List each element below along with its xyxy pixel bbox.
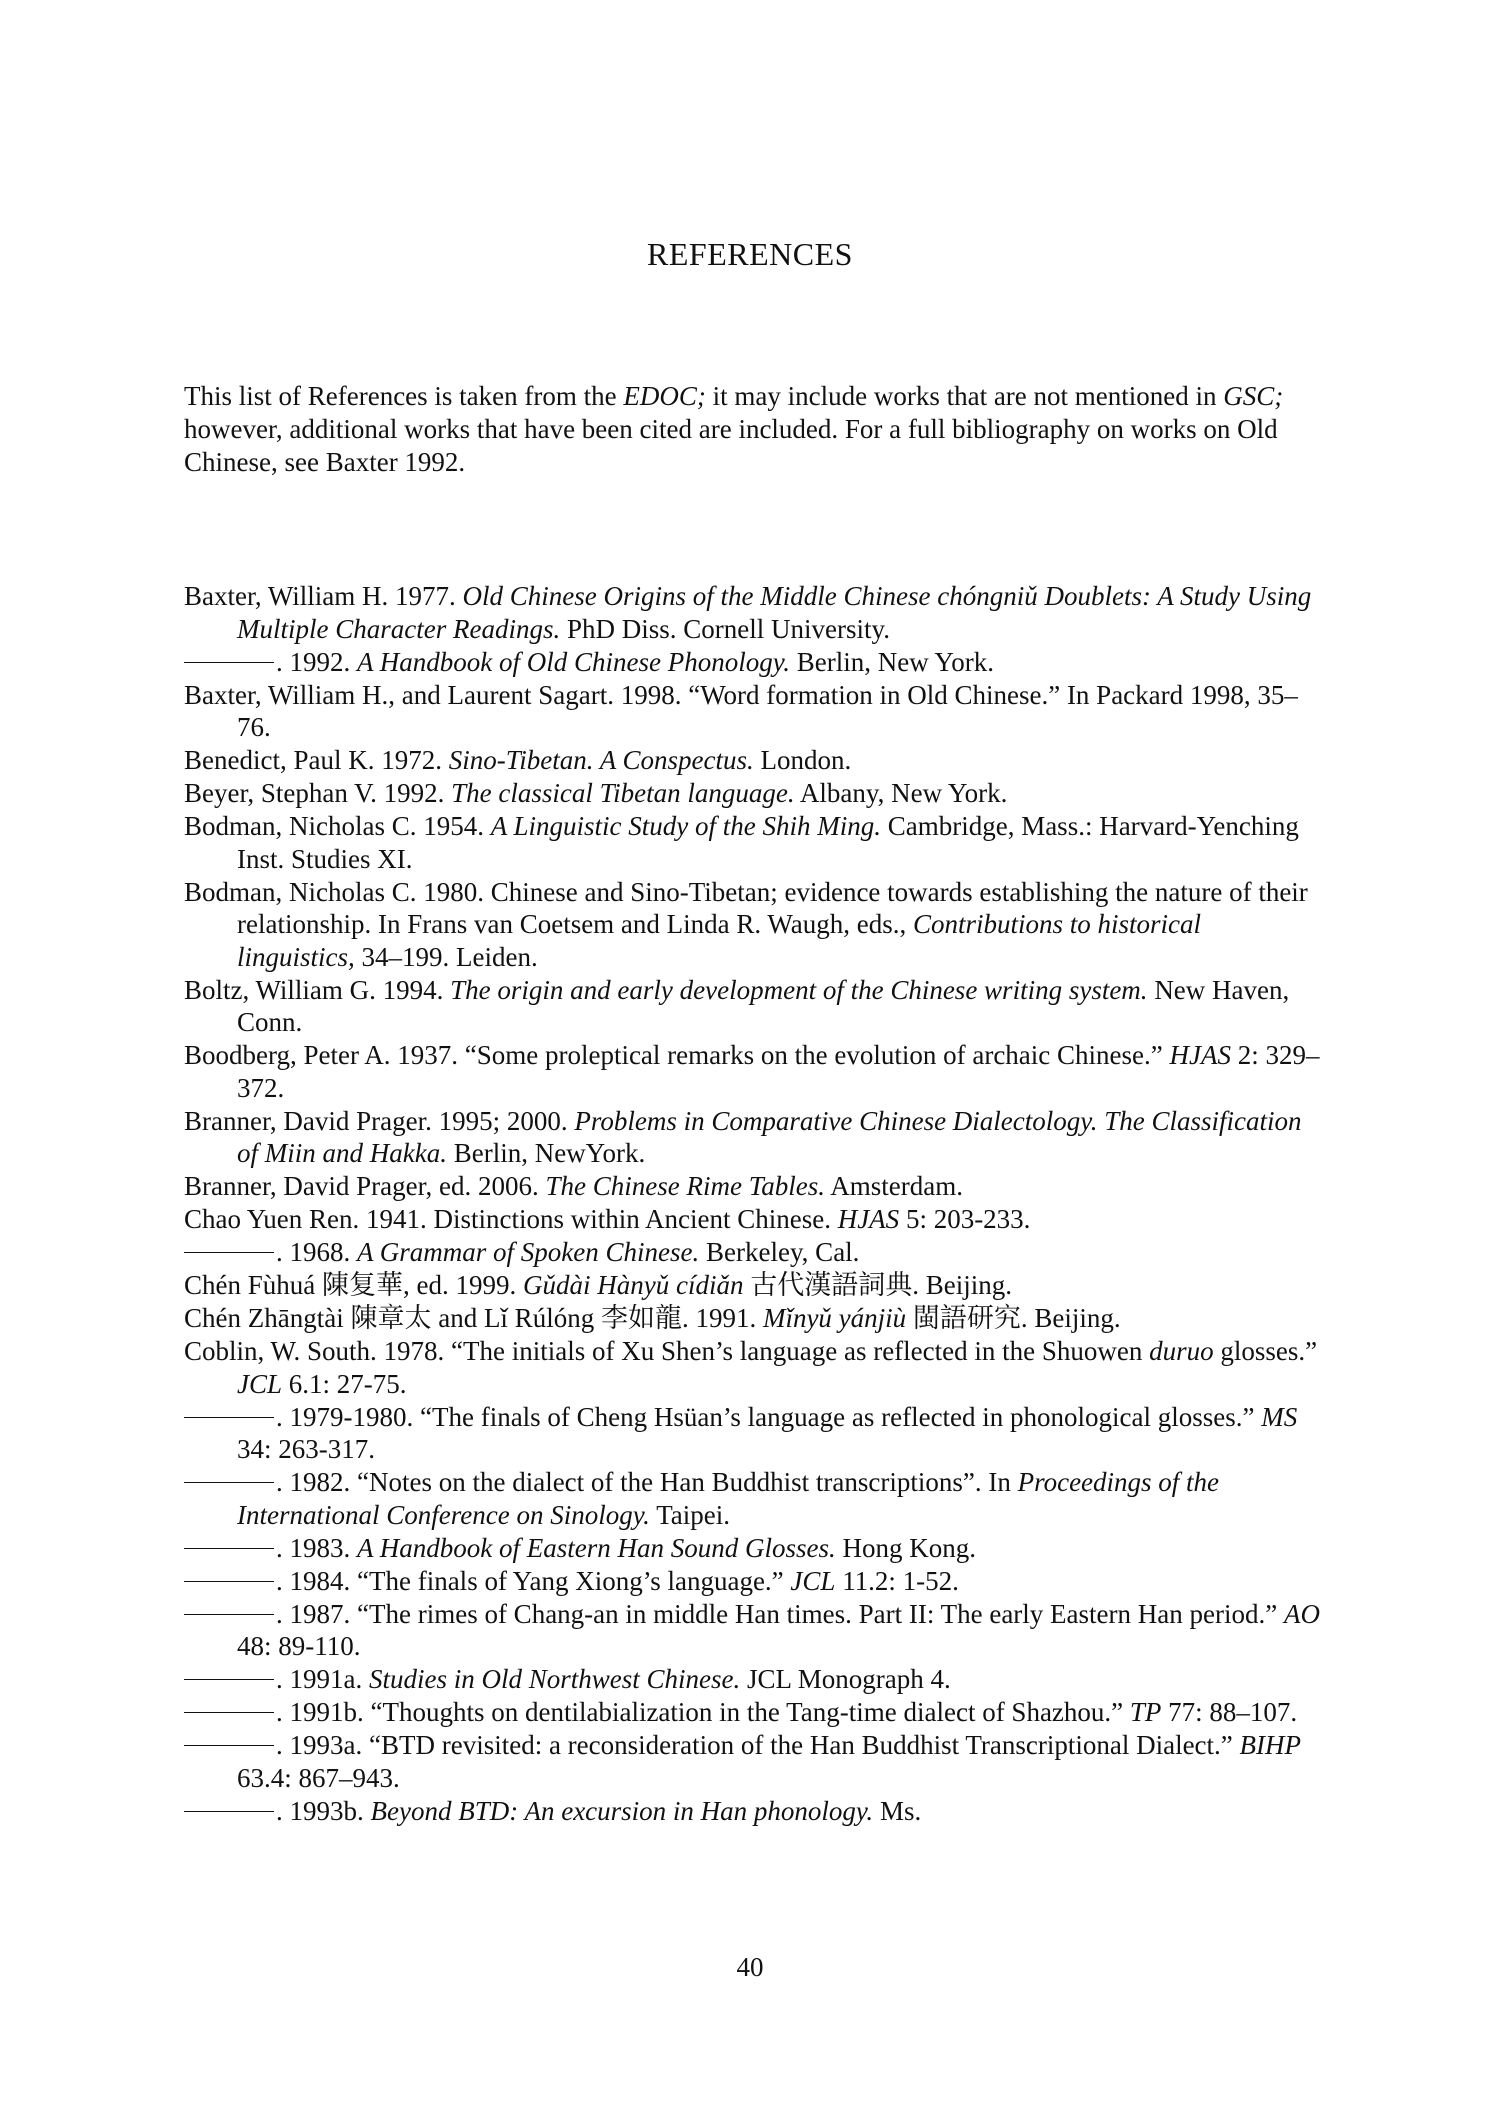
reference-text: Cambridge, Mass.: Harvard-Yenching Inst. Studies XI. bbox=[237, 811, 1299, 874]
reference-text: 34: 263-317. bbox=[237, 1434, 375, 1464]
reference-text: London. bbox=[753, 745, 852, 775]
reference-entry bbox=[184, 1696, 1324, 1729]
reference-text: Benedict, Paul K. 1972. bbox=[184, 745, 449, 775]
reference-text: Chao Yuen Ren. 1941. Distinctions within Ancient Chinese. bbox=[184, 1204, 838, 1234]
page-title: REFERENCES bbox=[647, 236, 853, 272]
repeated-author-dash bbox=[184, 1811, 274, 1812]
reference-title: Gǔdài Hànyǔ cídiǎn bbox=[522, 1270, 744, 1300]
reference-entry bbox=[184, 1105, 1324, 1170]
reference-text: Baxter, William H. 1977. bbox=[184, 581, 463, 611]
reference-title: A Handbook of Old Chinese Phonology. bbox=[357, 646, 790, 677]
reference-text: JCL Monograph 4. bbox=[740, 1664, 951, 1694]
reference-title: A Handbook of Eastern Han Sound Glosses. bbox=[357, 1532, 836, 1563]
reference-title: The origin and early development of the Chinese writing system. bbox=[450, 974, 1148, 1005]
reference-text: 48: 89-110. bbox=[237, 1631, 361, 1661]
reference-title: Contributions to historical linguistics, bbox=[237, 909, 1202, 972]
reference-text: . 1979-1980. “The finals of Cheng Hsüan’s language as reflected in phonological glosses.” bbox=[276, 1401, 1262, 1432]
reference-entry bbox=[184, 974, 1324, 1039]
repeated-author-dash bbox=[184, 662, 274, 663]
reference-entry bbox=[184, 1236, 1324, 1269]
reference-text: . 1983. bbox=[276, 1532, 357, 1563]
reference-entry bbox=[184, 679, 1324, 744]
reference-text: . 1992. bbox=[276, 646, 357, 677]
reference-text: . 1991b. “Thoughts on dentilabialization in the Tang-time dialect of Shazhou.” bbox=[276, 1697, 1130, 1727]
reference-text: 2: 329–372. bbox=[237, 1040, 1320, 1103]
reference-title: AO bbox=[1283, 1598, 1320, 1629]
reference-entry bbox=[184, 744, 1324, 777]
repeated-author-dash bbox=[184, 1482, 274, 1483]
reference-text: Bodman, Nicholas C. 1954. bbox=[184, 811, 491, 841]
reference-entry bbox=[184, 1170, 1324, 1203]
intro-edoc: EDOC; bbox=[623, 381, 706, 411]
reference-text: Bodman, Nicholas C. 1980. Chinese and Sino-Tibetan; evidence towards establishing the nature of their relationship. In Frans van Coetsem and Linda R. Waugh, eds., bbox=[184, 876, 1308, 939]
reference-title: MS bbox=[1261, 1401, 1298, 1432]
reference-title: Problems in Comparative Chinese Dialectology. The Classification of Miin and Hakka. bbox=[237, 1105, 1302, 1168]
reference-title: HJAS bbox=[1169, 1040, 1231, 1070]
reference-entry bbox=[184, 1729, 1324, 1794]
reference-list bbox=[184, 580, 1324, 1828]
reference-entry bbox=[184, 1795, 1324, 1828]
reference-text: 63.4: 867–943. bbox=[237, 1762, 400, 1793]
intro-text: This list of References is taken from the bbox=[184, 381, 624, 411]
reference-title: Studies in Old Northwest Chinese. bbox=[368, 1664, 741, 1694]
intro-text: however, additional works that have been cited are included. For a full bibliography on works on Old Chinese, see Baxter 1992. bbox=[184, 414, 1278, 477]
reference-entry bbox=[184, 1532, 1324, 1565]
reference-text: Boltz, William G. 1994. bbox=[184, 974, 451, 1005]
reference-title: HJAS bbox=[837, 1204, 900, 1234]
reference-entry bbox=[184, 1598, 1324, 1663]
reference-entry bbox=[184, 876, 1324, 974]
reference-entry bbox=[184, 1335, 1324, 1400]
reference-text: Amsterdam. bbox=[824, 1171, 963, 1201]
reference-text: Baxter, William H., and Laurent Sagart. 1998. “Word formation in Old Chinese.” In Packard 1998, 35–76. bbox=[184, 679, 1298, 742]
repeated-author-dash bbox=[184, 1745, 274, 1746]
reference-text: 5: 203-233. bbox=[899, 1204, 1031, 1234]
page-number: 40 bbox=[736, 1952, 764, 1982]
reference-title: JCL bbox=[237, 1368, 283, 1399]
reference-entry bbox=[184, 1565, 1324, 1598]
repeated-author-dash bbox=[184, 1712, 274, 1713]
reference-text: Albany, New York. bbox=[794, 778, 1008, 808]
reference-text: Chén Zhāngtài 陳章太 and Lǐ Rúlóng 李如龍. 1991. bbox=[184, 1303, 763, 1333]
reference-entry bbox=[184, 810, 1324, 875]
intro-paragraph bbox=[184, 380, 1324, 479]
intro-gsc: GSC; bbox=[1223, 381, 1284, 411]
reference-text: New Haven, Conn. bbox=[237, 974, 1290, 1037]
reference-text: Coblin, W. South. 1978. “The initials of Xu Shen’s language as reflected in the Shuowen bbox=[184, 1336, 1150, 1366]
repeated-author-dash bbox=[184, 1581, 274, 1582]
reference-text: 閩語研究. Beijing. bbox=[906, 1303, 1121, 1333]
reference-entry bbox=[184, 1663, 1324, 1696]
reference-text: Ms. bbox=[873, 1795, 922, 1826]
reference-entry bbox=[184, 1302, 1324, 1335]
reference-entry bbox=[184, 646, 1324, 679]
reference-title: A Grammar of Spoken Chinese. bbox=[357, 1237, 700, 1267]
reference-entry bbox=[184, 1039, 1324, 1104]
reference-title: BIHP bbox=[1239, 1730, 1302, 1760]
reference-text: Berkeley, Cal. bbox=[699, 1237, 860, 1267]
reference-entry bbox=[184, 777, 1324, 810]
reference-text: Taipei. bbox=[649, 1499, 731, 1530]
reference-title: Mǐnyǔ yánjiù bbox=[762, 1303, 907, 1333]
reference-text: Berlin, NewYork. bbox=[446, 1138, 646, 1168]
reference-text: . 1991a. bbox=[276, 1664, 369, 1694]
reference-text: . 1968. bbox=[276, 1237, 357, 1267]
repeated-author-dash bbox=[184, 1614, 274, 1615]
reference-text: Beyer, Stephan V. 1992. bbox=[184, 778, 452, 808]
reference-text: Hong Kong. bbox=[835, 1532, 976, 1563]
reference-entry bbox=[184, 580, 1324, 645]
reference-title: Sino-Tibetan. A Conspectus. bbox=[448, 745, 754, 775]
reference-text: PhD Diss. Cornell University. bbox=[560, 613, 890, 644]
reference-text: Branner, David Prager, ed. 2006. bbox=[184, 1171, 546, 1201]
reference-entry bbox=[184, 1401, 1324, 1466]
reference-title: The Chinese Rime Tables. bbox=[545, 1171, 825, 1201]
reference-entry bbox=[184, 1269, 1324, 1302]
reference-text: 11.2: 1-52. bbox=[835, 1565, 959, 1596]
reference-text: glosses.” bbox=[1213, 1336, 1318, 1366]
reference-text: Boodberg, Peter A. 1937. “Some proleptical remarks on the evolution of archaic Chinese.” bbox=[184, 1040, 1170, 1070]
repeated-author-dash bbox=[184, 1679, 274, 1680]
intro-text: it may include works that are not mentioned in bbox=[705, 381, 1224, 411]
reference-entry bbox=[184, 1466, 1324, 1531]
reference-title: duruo bbox=[1149, 1336, 1214, 1366]
reference-title: The classical Tibetan language. bbox=[451, 778, 795, 808]
reference-text: 6.1: 27-75. bbox=[282, 1368, 407, 1399]
reference-text: . 1984. “The finals of Yang Xiong’s language.” bbox=[276, 1565, 791, 1596]
reference-title: JCL bbox=[790, 1565, 836, 1596]
reference-text: . 1993b. bbox=[276, 1795, 371, 1826]
reference-title: Proceedings of the International Conference on Sinology. bbox=[237, 1467, 1220, 1530]
repeated-author-dash bbox=[184, 1417, 274, 1418]
reference-title: TP bbox=[1129, 1697, 1162, 1727]
reference-title: A Linguistic Study of the Shih Ming. bbox=[490, 811, 881, 841]
reference-text: 34–199. Leiden. bbox=[354, 941, 538, 972]
repeated-author-dash bbox=[184, 1252, 274, 1253]
reference-title: Beyond BTD: An excursion in Han phonology. bbox=[370, 1795, 874, 1826]
reference-text: 古代漢語詞典. Beijing. bbox=[743, 1270, 1012, 1300]
reference-entry bbox=[184, 1203, 1324, 1236]
reference-text: . 1987. “The rimes of Chang-an in middle Han times. Part II: The early Eastern Han period.” bbox=[276, 1598, 1284, 1629]
reference-title: Old Chinese Origins of the Middle Chinese chóngniǔ Doublets: A Study Using Multiple Character Readings. bbox=[237, 581, 1312, 644]
reference-text: . 1982. “Notes on the dialect of the Han Buddhist transcriptions”. In bbox=[276, 1467, 1018, 1497]
reference-text: Branner, David Prager. 1995; 2000. bbox=[184, 1105, 575, 1136]
reference-text: Chén Fùhuá 陳复華, ed. 1999. bbox=[184, 1270, 523, 1300]
repeated-author-dash bbox=[184, 1548, 274, 1549]
reference-text: 77: 88–107. bbox=[1161, 1697, 1298, 1727]
reference-text: . 1993a. “BTD revisited: a reconsideration of the Han Buddhist Transcriptional Dialect.” bbox=[276, 1730, 1240, 1760]
reference-text: Berlin, New York. bbox=[789, 646, 994, 677]
